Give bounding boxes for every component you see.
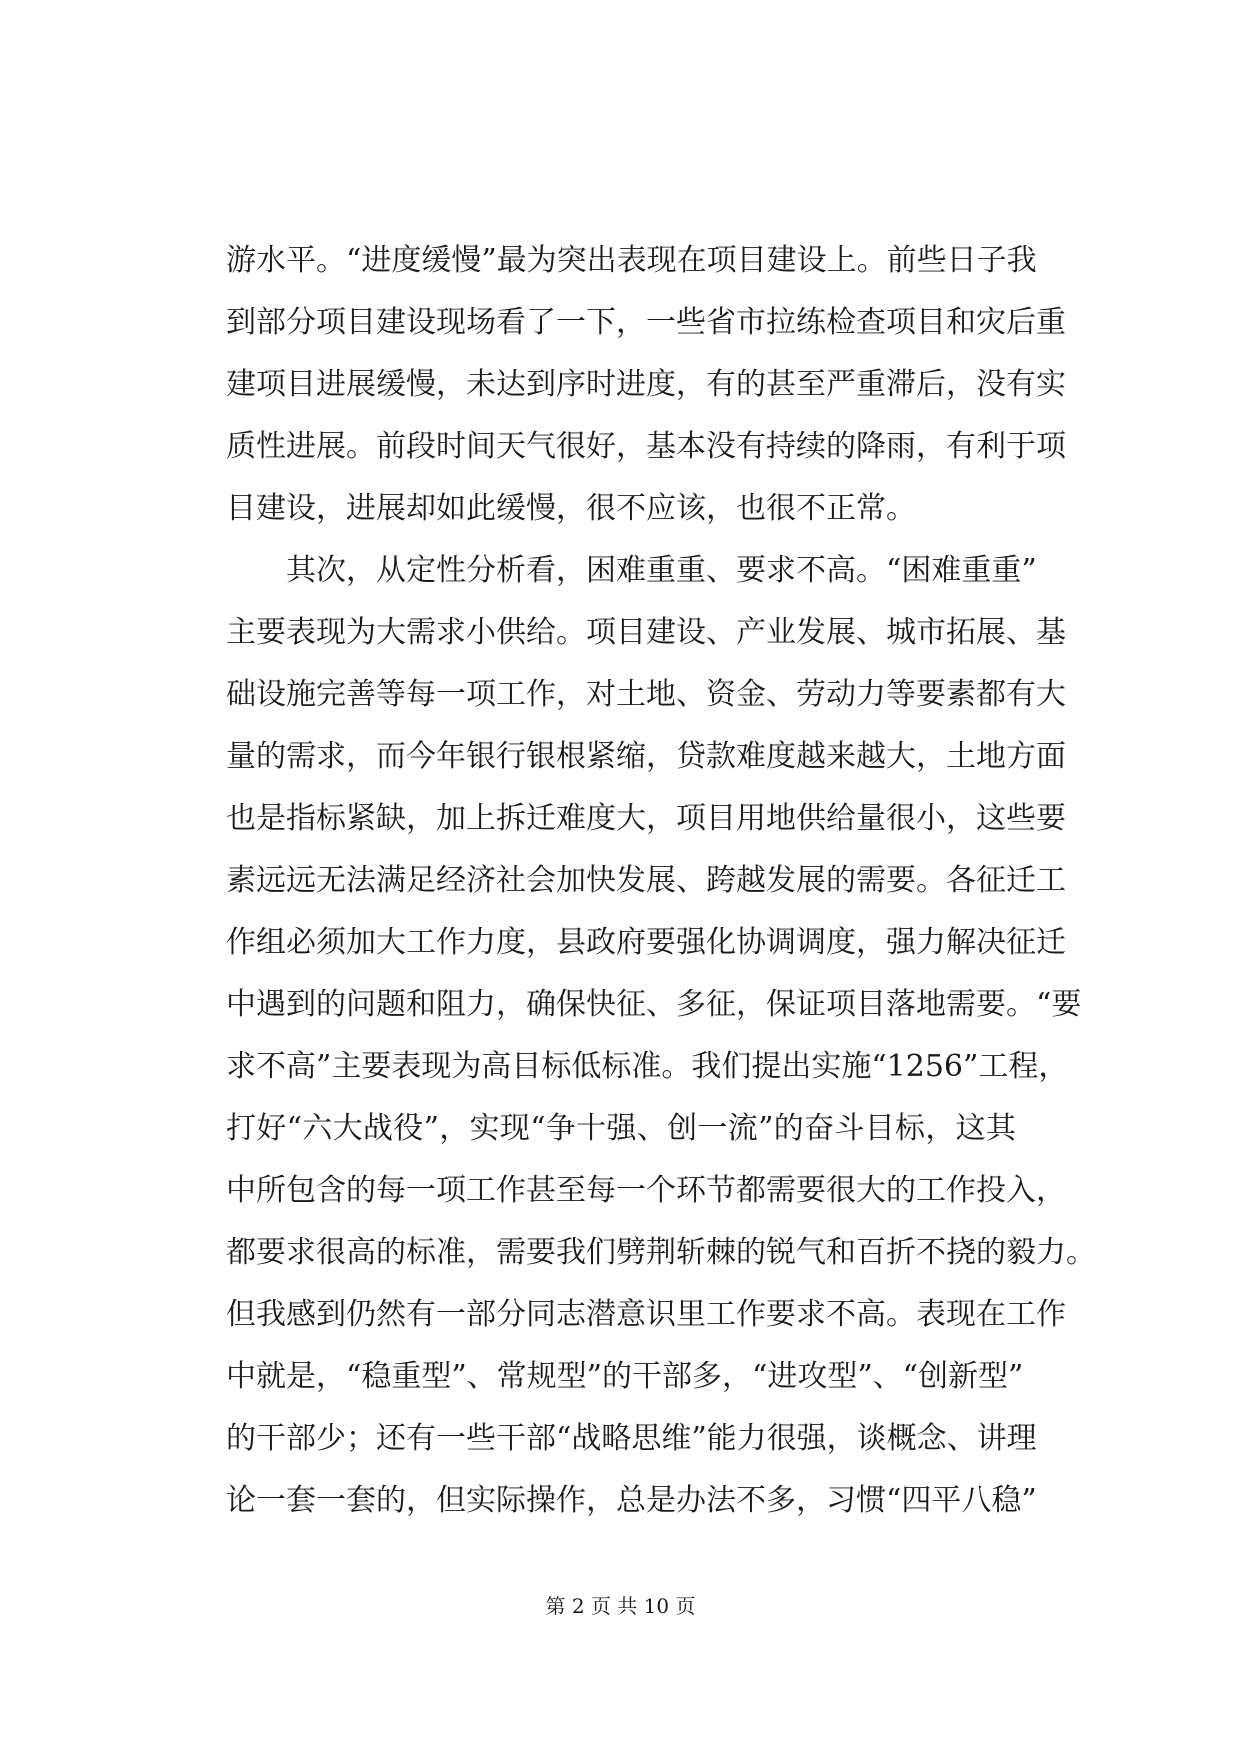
text-line: 但我感到仍然有一部分同志潜意识里工作要求不高。表现在工作	[226, 1297, 1066, 1332]
text-line: 也是指标紧缺，加上拆迁难度大，项目用地供给量很小，这些要	[226, 801, 1066, 836]
text-line: 打好“六大战役”，实现“争十强、创一流”的奋斗目标，这其	[226, 1111, 1016, 1146]
text-line: 求不高”主要表现为高目标低标准。我们提出实施“1256”工程，	[226, 1049, 1069, 1084]
page-number-footer: 第 2 页 共 10 页	[545, 1594, 696, 1618]
text-line: 素远远无法满足经济社会加快发展、跨越发展的需要。各征迁工	[226, 863, 1066, 898]
text-line: 游水平。“进度缓慢”最为突出表现在项目建设上。前些日子我	[226, 243, 1037, 278]
body-text	[226, 230, 1096, 1532]
text-line: 到部分项目建设现场看了一下，一些省市拉练检查项目和灾后重	[226, 305, 1066, 340]
text-line: 中所包含的每一项工作甚至每一个环节都需要很大的工作投入，	[226, 1173, 1066, 1208]
text-line: 建项目进展缓慢，未达到序时进度，有的甚至严重滞后，没有实	[226, 367, 1066, 402]
text-line: 量的需求，而今年银行银根紧缩，贷款难度越来越大，土地方面	[226, 739, 1066, 774]
text-line: 作组必须加大工作力度，县政府要强化协调调度，强力解决征迁	[226, 925, 1066, 960]
text-line: 其次，从定性分析看，困难重重、要求不高。“困难重重”	[226, 553, 1037, 588]
text-line: 主要表现为大需求小供给。项目建设、产业发展、城市拓展、基	[226, 615, 1066, 650]
text-line: 目建设，进展却如此缓慢，很不应该，也很不正常。	[226, 491, 916, 526]
text-line: 都要求很高的标准，需要我们劈荆斩棘的锐气和百折不挠的毅力。	[226, 1235, 1096, 1270]
text-line: 中遇到的问题和阻力，确保快征、多征，保证项目落地需要。“要	[226, 987, 1082, 1022]
text-line: 的干部少；还有一些干部“战略思维”能力很强，谈概念、讲理	[226, 1421, 1037, 1456]
text-line: 质性进展。前段时间天气很好，基本没有持续的降雨，有利于项	[226, 429, 1066, 464]
text-line: 论一套一套的，但实际操作，总是办法不多，习惯“四平八稳”	[226, 1483, 1037, 1518]
text-line: 础设施完善等每一项工作，对土地、资金、劳动力等要素都有大	[226, 677, 1066, 712]
text-line: 中就是，“稳重型”、常规型”的干部多，“进攻型”、“创新型”	[226, 1359, 1024, 1394]
